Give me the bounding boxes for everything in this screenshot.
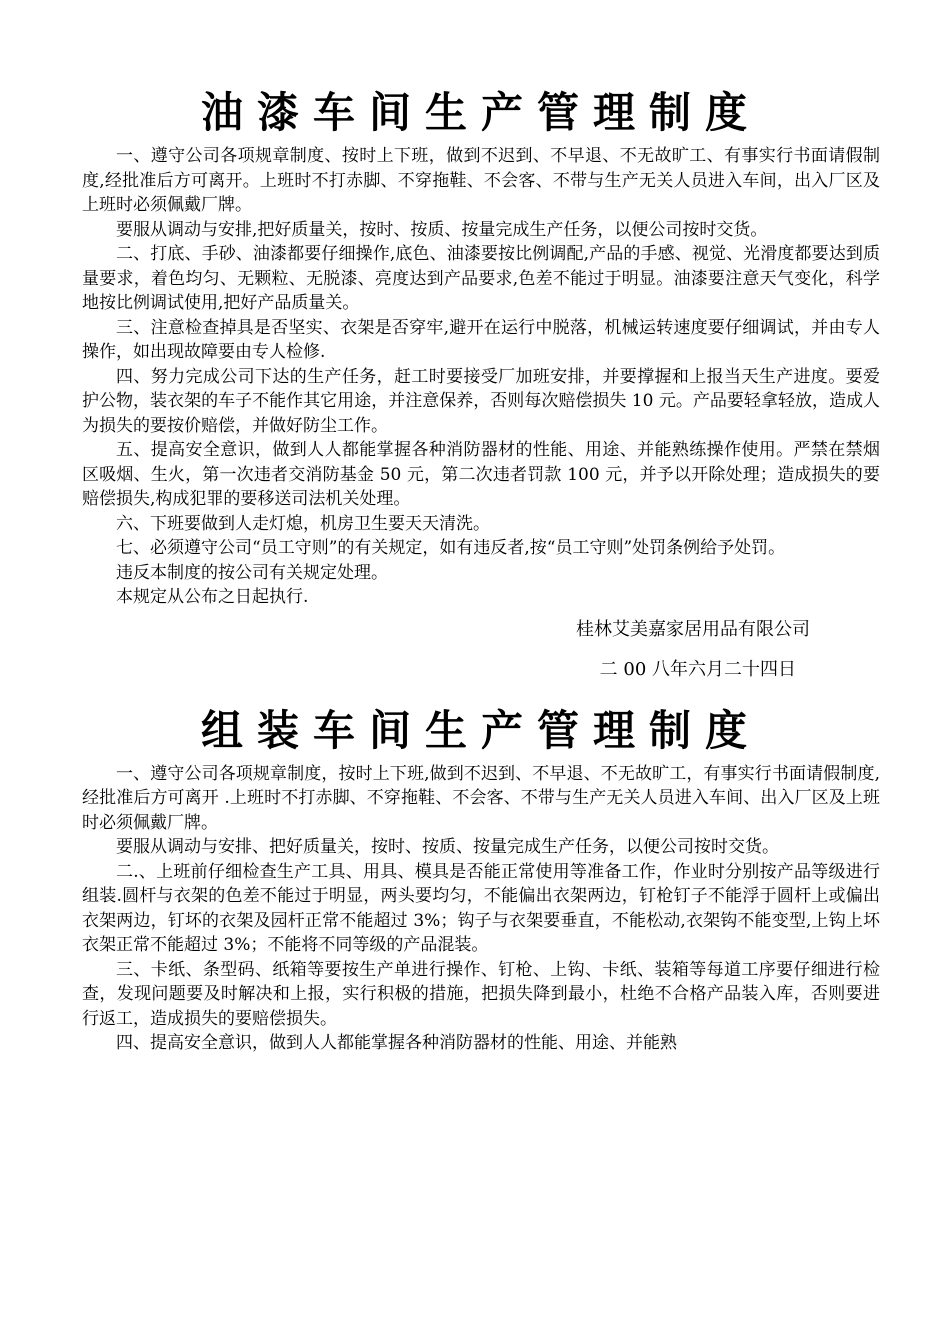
document-page [82, 0, 880, 1056]
doc1-paragraph: 要服从调动与安排,把好质量关，按时、按质、按量完成生产任务，以便公司按时交货。 [116, 219, 768, 240]
doc1-date: 二 00 八年六月二十四日 [599, 658, 796, 680]
doc1-paragraph: 五、提高安全意识，做到人人都能掌握各种消防器材的性能、用途、并能熟练操作使用。严禁在禁烟区吸烟、生火，第一次违者交消防基金 50 元，第二次违者罚款 100 元，并予以开除处理；造成损失的要赔偿损失,构成犯罪的要移送司法机关处理。 [82, 440, 880, 509]
doc1-paragraph: 一、遵守公司各项规章制度、按时上下班，做到不迟到、不早退、不无故旷工、有事实行书面请假制度,经批准后方可离开。上班时不打赤脚、不穿拖鞋、不会客、不带与生产无关人员进入车间，出入厂区及上班时必须佩戴厂牌。 [82, 146, 880, 215]
doc1-body [82, 144, 880, 610]
doc1-paragraph: 七、必须遵守公司“员工守则”的有关规定，如有违反者,按“员工守则”处罚条例给予处罚。 [116, 538, 786, 558]
doc2-title: 组装车间生产管理制度 [200, 705, 761, 755]
doc2-paragraph: 二.、上班前仔细检查生产工具、用具、模具是否能正常使用等准备工作，作业时分别按产品等级进行组装.圆杆与衣架的色差不能过于明显，两头要均匀，不能偏出衣架两边，钉枪钉子不能浮于圆杆上或偏出衣架两边，钉坏的衣架及园杆正常不能超过 3%；钩子与衣架要垂直，不能松动,衣架钩不能变型,上钩上坏衣架正常不能超过 3%；不能将不同等级的产品混装。 [82, 861, 880, 955]
doc1-paragraph: 六、下班要做到人走灯熄，机房卫生要天天清洗。 [116, 513, 490, 534]
doc1-paragraph: 本规定从公布之日起执行. [116, 587, 309, 607]
doc1-paragraph: 违反本制度的按公司有关规定处理。 [116, 562, 388, 583]
doc2-paragraph: 三、卡纸、条型码、纸箱等要按生产单进行操作、钉枪、上钩、卡纸、装箱等每道工序要仔细进行检查，发现问题要及时解决和上报，实行积极的措施，把损失降到最小，杜绝不合格产品装入库，否则要进行返工，造成损失的要赔偿损失。 [82, 959, 880, 1029]
doc1-company-signature: 桂林艾美嘉家居用品有限公司 [576, 618, 810, 640]
doc1-paragraph: 四、努力完成公司下达的生产任务，赶工时要接受厂加班安排，并要撑握和上报当天生产进度。要爱护公物，装衣架的车子不能作其它用途，并注意保养，否则每次赔偿损失 10 元。产品要轻拿轻放，造成人为损失的要按价赔偿，并做好防尘工作。 [82, 366, 880, 436]
doc1-paragraph: 三、注意检查掉具是否坚实、衣架是否穿牢,避开在运行中脱落，机械运转速度要仔细调试，并由专人操作，如出现故障要由专人检修. [82, 317, 880, 362]
doc2-paragraph: 要服从调动与安排、把好质量关，按时、按质、按量完成生产任务，以便公司按时交货。 [116, 837, 779, 857]
doc2-body [82, 762, 880, 1056]
doc2-paragraph: 四、提高安全意识，做到人人都能掌握各种消防器材的性能、用途、并能熟 [116, 1033, 677, 1053]
doc1-title: 油漆车间生产管理制度 [200, 88, 761, 137]
doc2-paragraph: 一、遵守公司各项规章制度，按时上下班,做到不迟到、不早退、不无故旷工，有事实行书面请假制度,经批准后方可离开 .上班时不打赤脚、不穿拖鞋、不会客、不带与生产无关人员进入车间、出入厂区及上班时必须佩戴厂牌。 [82, 763, 880, 833]
doc1-paragraph: 二、打底、手砂、油漆都要仔细操作,底色、油漆要按比例调配,产品的手感、视觉、光滑度都要达到质量要求，着色均匀、无颗粒、无脱漆、亮度达到产品要求,色差不能过于明显。油漆要注意天气变化，科学地按比例调试使用,把好产品质量关。 [82, 244, 880, 313]
